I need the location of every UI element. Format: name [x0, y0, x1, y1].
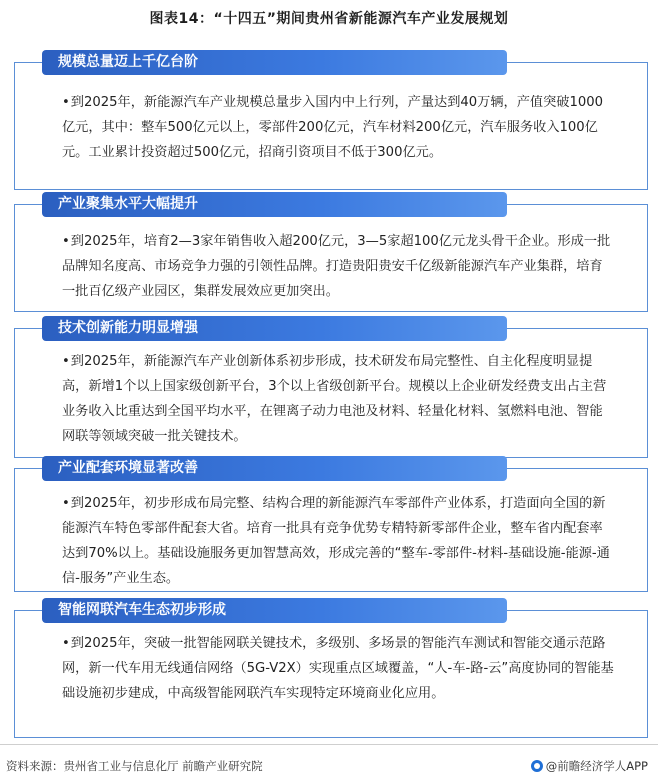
section-heading: 技术创新能力明显增强 [42, 316, 507, 341]
page-title: 图表14：“十四五”期间贵州省新能源汽车产业发展规划 [149, 11, 509, 27]
section-text: 到2025年，新能源汽车产业创新体系初步形成，技术研发布局完整性、自主化程度明显提高，新增1个以上国家级创新平台，3个以上省级创新平台。规模以上企业研发经费支出占主营业务收入比重达到全国平均水平，在锂离子动力电池及材料、轻量化材料、氢燃料电池、智能网联等领域突破一批关键技术。 [62, 354, 607, 444]
section-heading: 规模总量迈上千亿台阶 [42, 50, 507, 75]
bullet-icon: • [62, 636, 70, 651]
section-text: 到2025年，突破一批智能网联关键技术，多级别、多场景的智能汽车测试和智能交通示范路网，新一代车用无线通信网络（5G-V2X）实现重点区域覆盖，“人-车-路-云”高度协同的智能基础设施初步建成，中高级智能网联汽车实现特定环境商业化应用。 [62, 636, 614, 701]
bullet-icon: • [62, 496, 70, 511]
section-text: 到2025年，初步形成布局完整、结构合理的新能源汽车零部件产业体系，打造面向全国的新能源汽车特色零部件配套大省。培育一批具有竞争优势专精特新零部件企业，整车省内配套率达到70%以上。基础设施服务更加智慧高效，形成完善的“整车-零部件-材料-基础设施-能源-通信-服务”产业生态。 [62, 496, 610, 586]
section-body [62, 631, 614, 706]
section-connected [14, 598, 648, 738]
section-heading: 智能网联汽车生态初步形成 [42, 598, 507, 623]
section-text: 到2025年，新能源汽车产业规模总量步入国内中上行列，产量达到40万辆，产值突破1000亿元，其中：整车500亿元以上，零部件200亿元，汽车材料200亿元，汽车服务收入100亿元。工业累计投资超过500亿元，招商引资项目不低于300亿元。 [62, 95, 604, 160]
bullet-icon: • [62, 95, 70, 110]
footer-divider [0, 744, 658, 745]
section-innovation [14, 316, 648, 448]
section-heading: 产业聚集水平大幅提升 [42, 192, 507, 217]
brand-credit [531, 758, 648, 774]
bullet-icon: • [62, 234, 70, 249]
section-body [62, 90, 614, 165]
section-body [62, 349, 614, 449]
section-cluster [14, 192, 648, 312]
brand-text: @前瞻经济学人APP [545, 759, 648, 773]
section-supporting [14, 456, 648, 592]
section-body [62, 491, 614, 591]
bullet-icon: • [62, 354, 70, 369]
section-heading: 产业配套环境显著改善 [42, 456, 507, 481]
section-scale [14, 50, 648, 190]
brand-logo-icon [531, 760, 543, 772]
section-text: 到2025年，培育2—3家年销售收入超200亿元，3—5家超100亿元龙头骨干企业。形成一批品牌知名度高、市场竞争力强的引领性品牌。打造贵阳贵安千亿级新能源汽车产业集群，培育一批百亿级产业园区，集群发展效应更加突出。 [62, 234, 611, 299]
source-note: 资料来源：贵州省工业与信息化厅 前瞻产业研究院 [6, 759, 263, 773]
section-body [62, 229, 614, 304]
